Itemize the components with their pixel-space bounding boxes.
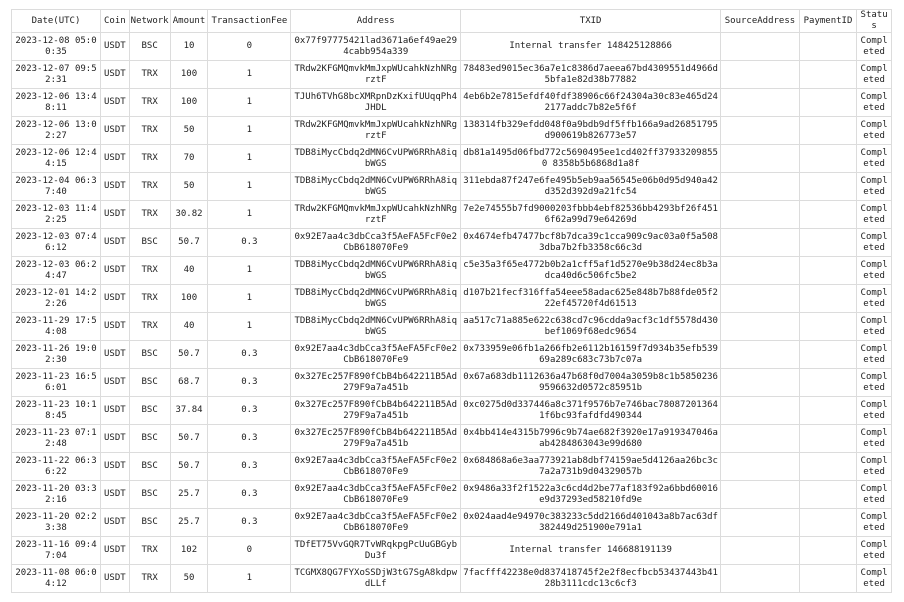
table-row	[12, 425, 892, 453]
amount-cell: 50.7	[170, 453, 208, 481]
date-cell: 2023-11-23 07:12:48	[12, 425, 101, 453]
source-address-cell	[721, 453, 800, 481]
amount-cell: 100	[170, 89, 208, 117]
status-cell: Completed	[857, 509, 892, 537]
transaction-fee-cell: 1	[208, 313, 291, 341]
address-cell: TCGMX8QG7FYXoSSDjW3tG7SgA8kdpwdLLf	[291, 565, 461, 593]
status-cell: Completed	[857, 285, 892, 313]
table-row	[12, 369, 892, 397]
transaction-fee-cell: 1	[208, 257, 291, 285]
table-row	[12, 285, 892, 313]
date-cell: 2023-12-06 13:48:11	[12, 89, 101, 117]
network-cell: TRX	[129, 537, 170, 565]
payment-id-cell	[799, 453, 856, 481]
network-cell: TRX	[129, 145, 170, 173]
source-address-cell	[721, 229, 800, 257]
header-source-address[interactable]: SourceAddress	[721, 10, 800, 33]
source-address-cell	[721, 565, 800, 593]
status-cell: Completed	[857, 369, 892, 397]
txid-cell: aa517c71a885e622c638cd7c96cdda9acf3c1df5578d430bef1069f68edc9654	[461, 313, 721, 341]
date-cell: 2023-11-20 02:23:38	[12, 509, 101, 537]
network-cell: BSC	[129, 33, 170, 61]
table-row	[12, 537, 892, 565]
transaction-fee-cell: 1	[208, 201, 291, 229]
date-cell: 2023-12-03 06:24:47	[12, 257, 101, 285]
payment-id-cell	[799, 509, 856, 537]
amount-cell: 70	[170, 145, 208, 173]
network-cell: TRX	[129, 201, 170, 229]
header-payment-id[interactable]: PaymentID	[799, 10, 856, 33]
payment-id-cell	[799, 425, 856, 453]
transaction-fee-cell: 1	[208, 61, 291, 89]
transaction-fee-cell: 0.3	[208, 229, 291, 257]
source-address-cell	[721, 481, 800, 509]
status-cell: Completed	[857, 61, 892, 89]
network-cell: BSC	[129, 509, 170, 537]
status-cell: Completed	[857, 481, 892, 509]
header-transaction-fee[interactable]: TransactionFee	[208, 10, 291, 33]
txid-cell: 0x4674efb47477bcf8b7dca39c1cca909c9ac03a0f5a5083dba7b2fb3358c66c3d	[461, 229, 721, 257]
status-cell: Completed	[857, 229, 892, 257]
coin-cell: USDT	[101, 257, 130, 285]
date-cell: 2023-12-06 13:02:27	[12, 117, 101, 145]
source-address-cell	[721, 509, 800, 537]
source-address-cell	[721, 537, 800, 565]
coin-cell: USDT	[101, 61, 130, 89]
network-cell: TRX	[129, 565, 170, 593]
payment-id-cell	[799, 397, 856, 425]
amount-cell: 37.84	[170, 397, 208, 425]
network-cell: TRX	[129, 61, 170, 89]
amount-cell: 30.82	[170, 201, 208, 229]
payment-id-cell	[799, 481, 856, 509]
date-cell: 2023-11-23 16:56:01	[12, 369, 101, 397]
payment-id-cell	[799, 61, 856, 89]
date-cell: 2023-12-06 12:44:15	[12, 145, 101, 173]
date-cell: 2023-12-08 05:00:35	[12, 33, 101, 61]
table-row	[12, 509, 892, 537]
payment-id-cell	[799, 229, 856, 257]
transaction-history	[11, 9, 892, 593]
table-row	[12, 481, 892, 509]
date-cell: 2023-11-26 19:02:30	[12, 341, 101, 369]
amount-cell: 50.7	[170, 425, 208, 453]
table-row	[12, 145, 892, 173]
amount-cell: 100	[170, 285, 208, 313]
status-cell: Completed	[857, 201, 892, 229]
table-row	[12, 257, 892, 285]
amount-cell: 102	[170, 537, 208, 565]
address-cell: TDB8iMycCbdq2dMN6CvUPW6RRhA8iqbWGS	[291, 173, 461, 201]
coin-cell: USDT	[101, 313, 130, 341]
date-cell: 2023-12-03 07:46:12	[12, 229, 101, 257]
source-address-cell	[721, 285, 800, 313]
date-cell: 2023-11-23 10:18:45	[12, 397, 101, 425]
amount-cell: 50	[170, 117, 208, 145]
txid-cell: 7e2e74555b7fd9000203fbbb4ebf82536bb4293bf26f4516f62a99d79e64269d	[461, 201, 721, 229]
header-amount[interactable]: Amount	[170, 10, 208, 33]
coin-cell: USDT	[101, 201, 130, 229]
source-address-cell	[721, 425, 800, 453]
coin-cell: USDT	[101, 509, 130, 537]
table-row	[12, 229, 892, 257]
transaction-fee-cell: 0.3	[208, 369, 291, 397]
txid-cell: 0x67a683db1112636a47b68f0d7004a3059b8c1b58502369596632d0572c85951b	[461, 369, 721, 397]
date-cell: 2023-12-04 06:37:40	[12, 173, 101, 201]
address-cell: 0x92E7aa4c3dbCca3f5AeFA5FcF0e2CbB618070Fe9	[291, 341, 461, 369]
payment-id-cell	[799, 257, 856, 285]
txid-cell: 0x4bb414e4315b7996c9b74ae682f3920e17a919347046aab4284863043e99d680	[461, 425, 721, 453]
amount-cell: 50.7	[170, 341, 208, 369]
txid-cell: 0x024aad4e94970c383233c5dd2166d401043a8b7ac63df382449d251900e791a1	[461, 509, 721, 537]
network-cell: TRX	[129, 285, 170, 313]
amount-cell: 40	[170, 257, 208, 285]
txid-cell: 138314fb329efdd048f0a9bdb9df5ffb166a9ad26851795d900619b826773e57	[461, 117, 721, 145]
address-cell: 0x327Ec257F890fCbB4b642211B5Ad279F9a7a451b	[291, 425, 461, 453]
address-cell: TRdw2KFGMQmvkMmJxpWUcahkNzhNRgrztF	[291, 117, 461, 145]
address-cell: 0x327Ec257F890fCbB4b642211B5Ad279F9a7a451b	[291, 397, 461, 425]
source-address-cell	[721, 173, 800, 201]
status-cell: Completed	[857, 565, 892, 593]
header-date[interactable]: Date(UTC)	[12, 10, 101, 33]
source-address-cell	[721, 313, 800, 341]
amount-cell: 10	[170, 33, 208, 61]
source-address-cell	[721, 201, 800, 229]
source-address-cell	[721, 89, 800, 117]
coin-cell: USDT	[101, 369, 130, 397]
transaction-table	[11, 9, 892, 593]
status-cell: Completed	[857, 537, 892, 565]
transaction-fee-cell: 0.3	[208, 453, 291, 481]
date-cell: 2023-11-20 03:32:16	[12, 481, 101, 509]
coin-cell: USDT	[101, 285, 130, 313]
network-cell: TRX	[129, 117, 170, 145]
source-address-cell	[721, 369, 800, 397]
status-cell: Completed	[857, 89, 892, 117]
txid-cell: db81a1495d06fbd772c5690495ee1cd402ff379332098550 8358b5b6868d1a8f	[461, 145, 721, 173]
address-cell: 0x92E7aa4c3dbCca3f5AeFA5FcF0e2CbB618070Fe9	[291, 509, 461, 537]
header-status[interactable]: Status	[857, 10, 892, 33]
transaction-fee-cell: 1	[208, 173, 291, 201]
txid-cell: 0x684868a6e3aa773921ab8dbf74159ae5d4126aa26bc3c7a2a731b9d04329057b	[461, 453, 721, 481]
amount-cell: 25.7	[170, 481, 208, 509]
payment-id-cell	[799, 173, 856, 201]
txid-cell: c5e35a3f65e4772b0b2a1cff5af1d5270e9b38d24ec8b3adca40d6c506fc5be2	[461, 257, 721, 285]
address-cell: 0x327Ec257F890fCbB4b642211B5Ad279F9a7a451b	[291, 369, 461, 397]
coin-cell: USDT	[101, 537, 130, 565]
address-cell: 0x77f97775421lad3671a6ef49ae294cabb954a339	[291, 33, 461, 61]
address-cell: TRdw2KFGMQmvkMmJxpWUcahkNzhNRgrztF	[291, 201, 461, 229]
transaction-fee-cell: 1	[208, 89, 291, 117]
txid-cell: 0x9486a33f2f1522a3c6cd4d2be77af183f92a6bbd60016e9d37293ed58210fd9e	[461, 481, 721, 509]
coin-cell: USDT	[101, 341, 130, 369]
header-coin[interactable]: Coin	[101, 10, 130, 33]
status-cell: Completed	[857, 425, 892, 453]
status-cell: Completed	[857, 117, 892, 145]
source-address-cell	[721, 257, 800, 285]
coin-cell: USDT	[101, 397, 130, 425]
transaction-fee-cell: 0.3	[208, 509, 291, 537]
txid-cell: 0x733959e06fb1a266fb2e6112b16159f7d934b35efb53969a289c683c73b7c07a	[461, 341, 721, 369]
table-row	[12, 89, 892, 117]
address-cell: 0x92E7aa4c3dbCca3f5AeFA5FcF0e2CbB618070Fe9	[291, 481, 461, 509]
source-address-cell	[721, 117, 800, 145]
network-cell: BSC	[129, 341, 170, 369]
txid-cell: 4eb6b2e7815efdf40fdf38906c66f24304a30c83e465d242177addc7b82e5f6f	[461, 89, 721, 117]
coin-cell: USDT	[101, 565, 130, 593]
network-cell: TRX	[129, 173, 170, 201]
amount-cell: 68.7	[170, 369, 208, 397]
amount-cell: 50	[170, 173, 208, 201]
coin-cell: USDT	[101, 229, 130, 257]
amount-cell: 100	[170, 61, 208, 89]
network-cell: BSC	[129, 397, 170, 425]
address-cell: TDB8iMycCbdq2dMN6CvUPW6RRhA8iqbWGS	[291, 145, 461, 173]
status-cell: Completed	[857, 33, 892, 61]
status-cell: Completed	[857, 313, 892, 341]
table-row	[12, 397, 892, 425]
date-cell: 2023-12-01 14:22:26	[12, 285, 101, 313]
txid-cell: Internal transfer 148425128866	[461, 33, 721, 61]
address-cell: TDfET75VvGQR7TvWRqkpgPcUuGBGybDu3f	[291, 537, 461, 565]
transaction-fee-cell: 0.3	[208, 481, 291, 509]
payment-id-cell	[799, 313, 856, 341]
payment-id-cell	[799, 369, 856, 397]
coin-cell: USDT	[101, 145, 130, 173]
payment-id-cell	[799, 537, 856, 565]
coin-cell: USDT	[101, 33, 130, 61]
payment-id-cell	[799, 201, 856, 229]
table-row	[12, 33, 892, 61]
transaction-fee-cell: 0	[208, 537, 291, 565]
header-row	[12, 10, 892, 33]
source-address-cell	[721, 61, 800, 89]
table-row	[12, 565, 892, 593]
table-row	[12, 453, 892, 481]
transaction-fee-cell: 1	[208, 285, 291, 313]
txid-cell: 78483ed9015ec36a7e1c8386d7aeea67bd4309551d4966d5bfa1e82d38b77882	[461, 61, 721, 89]
table-row	[12, 201, 892, 229]
transaction-fee-cell: 0.3	[208, 341, 291, 369]
date-cell: 2023-11-29 17:54:08	[12, 313, 101, 341]
status-cell: Completed	[857, 173, 892, 201]
table-row	[12, 341, 892, 369]
coin-cell: USDT	[101, 481, 130, 509]
coin-cell: USDT	[101, 117, 130, 145]
address-cell: TRdw2KFGMQmvkMmJxpWUcahkNzhNRgrztF	[291, 61, 461, 89]
network-cell: BSC	[129, 229, 170, 257]
status-cell: Completed	[857, 397, 892, 425]
date-cell: 2023-11-16 09:47:04	[12, 537, 101, 565]
address-cell: TJUh6TVhG8bcXMRpnDzKxifUUqqPh4JHDL	[291, 89, 461, 117]
txid-cell: 7facfff42238e0d837418745f2e2f8ecfbcb53437443b4128b3111cdc13c6cf3	[461, 565, 721, 593]
transaction-fee-cell: 0	[208, 33, 291, 61]
payment-id-cell	[799, 89, 856, 117]
network-cell: BSC	[129, 369, 170, 397]
address-cell: TDB8iMycCbdq2dMN6CvUPW6RRhA8iqbWGS	[291, 313, 461, 341]
header-network[interactable]: Network	[129, 10, 170, 33]
date-cell: 2023-11-08 06:04:12	[12, 565, 101, 593]
source-address-cell	[721, 33, 800, 61]
header-address[interactable]: Address	[291, 10, 461, 33]
payment-id-cell	[799, 341, 856, 369]
txid-cell: 311ebda87f247e6fe495b5eb9aa56545e06b0d95d940a42d352d392d9a21fc54	[461, 173, 721, 201]
amount-cell: 50.7	[170, 229, 208, 257]
status-cell: Completed	[857, 453, 892, 481]
network-cell: TRX	[129, 257, 170, 285]
txid-cell: 0xc0275d0d337446a8c371f9576b7e746bac780872013641f6bc93fafdfd490344	[461, 397, 721, 425]
source-address-cell	[721, 341, 800, 369]
amount-cell: 25.7	[170, 509, 208, 537]
status-cell: Completed	[857, 145, 892, 173]
address-cell: 0x92E7aa4c3dbCca3f5AeFA5FcF0e2CbB618070Fe9	[291, 453, 461, 481]
table-row	[12, 173, 892, 201]
address-cell: 0x92E7aa4c3dbCca3f5AeFA5FcF0e2CbB618070Fe9	[291, 229, 461, 257]
network-cell: TRX	[129, 89, 170, 117]
network-cell: BSC	[129, 453, 170, 481]
date-cell: 2023-12-03 11:42:25	[12, 201, 101, 229]
status-cell: Completed	[857, 341, 892, 369]
network-cell: TRX	[129, 313, 170, 341]
table-row	[12, 117, 892, 145]
coin-cell: USDT	[101, 89, 130, 117]
payment-id-cell	[799, 145, 856, 173]
transaction-fee-cell: 1	[208, 145, 291, 173]
source-address-cell	[721, 397, 800, 425]
transaction-fee-cell: 1	[208, 117, 291, 145]
txid-cell: Internal transfer 146688191139	[461, 537, 721, 565]
payment-id-cell	[799, 33, 856, 61]
transaction-fee-cell: 0.3	[208, 397, 291, 425]
status-cell: Completed	[857, 257, 892, 285]
coin-cell: USDT	[101, 173, 130, 201]
network-cell: BSC	[129, 425, 170, 453]
source-address-cell	[721, 145, 800, 173]
amount-cell: 40	[170, 313, 208, 341]
coin-cell: USDT	[101, 453, 130, 481]
table-row	[12, 313, 892, 341]
payment-id-cell	[799, 565, 856, 593]
network-cell: BSC	[129, 481, 170, 509]
table-body	[12, 33, 892, 593]
transaction-fee-cell: 0.3	[208, 425, 291, 453]
table-row	[12, 61, 892, 89]
payment-id-cell	[799, 117, 856, 145]
header-txid[interactable]: TXID	[461, 10, 721, 33]
date-cell: 2023-11-22 06:36:22	[12, 453, 101, 481]
coin-cell: USDT	[101, 425, 130, 453]
date-cell: 2023-12-07 09:52:31	[12, 61, 101, 89]
transaction-fee-cell: 1	[208, 565, 291, 593]
address-cell: TDB8iMycCbdq2dMN6CvUPW6RRhA8iqbWGS	[291, 257, 461, 285]
payment-id-cell	[799, 285, 856, 313]
txid-cell: d107b21fecf316ffa54eee58adac625e848b7b88fde05f222ef45720f4d61513	[461, 285, 721, 313]
amount-cell: 50	[170, 565, 208, 593]
address-cell: TDB8iMycCbdq2dMN6CvUPW6RRhA8iqbWGS	[291, 285, 461, 313]
